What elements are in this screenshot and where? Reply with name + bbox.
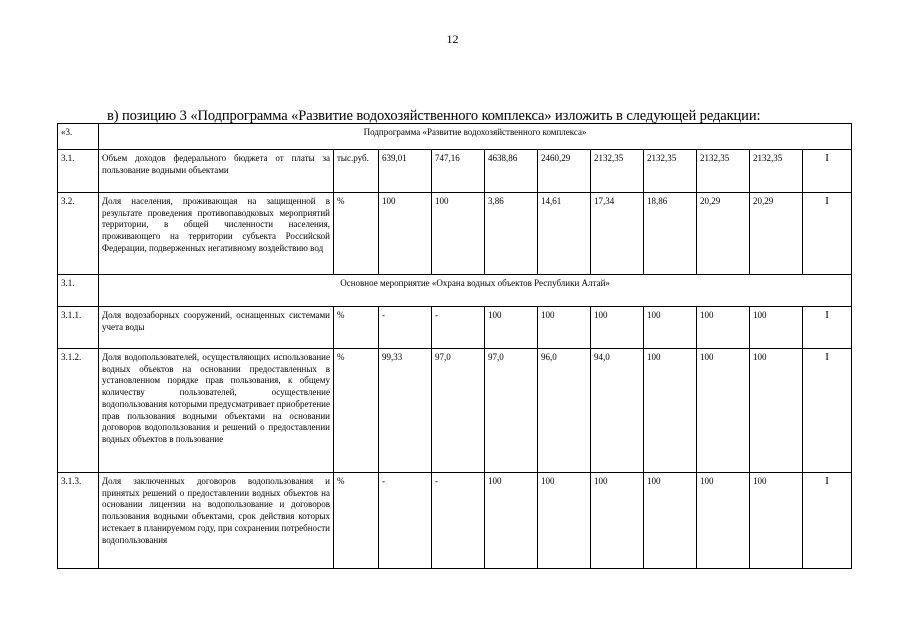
value-cell: 94,0 <box>591 349 644 473</box>
roman-numeral-cell: I <box>803 349 852 473</box>
value-cell: 96,0 <box>538 349 591 473</box>
unit-cell: % <box>334 307 379 349</box>
value-cell: 99,33 <box>379 349 432 473</box>
value-cell: 97,0 <box>485 349 538 473</box>
value-cell: 100 <box>538 473 591 569</box>
table-row <box>58 473 852 569</box>
unit-cell: % <box>334 193 379 275</box>
value-cell: 100 <box>750 307 803 349</box>
subprogram-row <box>58 124 852 150</box>
table-row <box>58 307 852 349</box>
indicator-table <box>57 123 852 569</box>
roman-numeral-cell: I <box>803 193 852 275</box>
value-cell: 100 <box>591 473 644 569</box>
indicator-description: Объем доходов федерального бюджета от платы за пользование водными объектами <box>99 150 334 193</box>
row-number: 3.1. <box>58 150 99 193</box>
unit-cell: % <box>334 349 379 473</box>
row-number: 3.1.2. <box>58 349 99 473</box>
row-number: 3.1.3. <box>58 473 99 569</box>
row-number: 3.1.1. <box>58 307 99 349</box>
value-cell: 100 <box>697 349 750 473</box>
indicator-description: Доля населения, проживающая на защищенной в результате проведения противопаводковых мероприятий территории, в общей численности населения, проживающего на территории субъекта Российской Федерации, подверженных негативному воздействию вод <box>99 193 334 275</box>
value-cell: - <box>432 307 485 349</box>
value-cell: 100 <box>750 349 803 473</box>
value-cell: - <box>432 473 485 569</box>
value-cell: 3,86 <box>485 193 538 275</box>
value-cell: 20,29 <box>750 193 803 275</box>
indicator-description: Доля водозаборных сооружений, оснащенных системами учета воды <box>99 307 334 349</box>
value-cell: 2132,35 <box>644 150 697 193</box>
row-number: 3.2. <box>58 193 99 275</box>
value-cell: 100 <box>432 193 485 275</box>
value-cell: 2460,29 <box>538 150 591 193</box>
value-cell: 747,16 <box>432 150 485 193</box>
table-row <box>58 349 852 473</box>
table-row <box>58 193 852 275</box>
value-cell: 639,01 <box>379 150 432 193</box>
table-row <box>58 150 852 193</box>
unit-cell: % <box>334 473 379 569</box>
value-cell: 18,86 <box>644 193 697 275</box>
subprogram-title: Подпрограмма «Развитие водохозяйственного комплекса» <box>99 124 852 150</box>
roman-numeral-cell: I <box>803 473 852 569</box>
value-cell: 2132,35 <box>591 150 644 193</box>
amendment-heading: в) позицию 3 «Подпрограмма «Развитие водохозяйственного комплекса» изложить в следующей редакции: <box>107 108 761 124</box>
value-cell: 2132,35 <box>697 150 750 193</box>
indicator-description: Доля заключенных договоров водопользования и принятых решений о предоставлении водных объектов на основании лицензии на водопользование и договоров пользования водными объектами, срок действия которых истекает в планируемом году, при сохранении потребности водопользования <box>99 473 334 569</box>
main-activity-row <box>58 275 852 307</box>
value-cell: 100 <box>644 473 697 569</box>
value-cell: 100 <box>485 473 538 569</box>
value-cell: 20,29 <box>697 193 750 275</box>
main-activity-title: Основное мероприятие «Охрана водных объектов Республики Алтай» <box>99 275 852 307</box>
value-cell: 100 <box>591 307 644 349</box>
unit-cell: тыс.руб. <box>334 150 379 193</box>
roman-numeral-cell: I <box>803 307 852 349</box>
value-cell: 100 <box>697 473 750 569</box>
value-cell: 100 <box>485 307 538 349</box>
row-number: 3.1. <box>58 275 99 307</box>
value-cell: - <box>379 307 432 349</box>
value-cell: 14,61 <box>538 193 591 275</box>
value-cell: 100 <box>697 307 750 349</box>
row-number: «3. <box>58 124 99 150</box>
value-cell: 100 <box>750 473 803 569</box>
value-cell: - <box>379 473 432 569</box>
value-cell: 17,34 <box>591 193 644 275</box>
value-cell: 100 <box>379 193 432 275</box>
value-cell: 100 <box>644 349 697 473</box>
value-cell: 4638,86 <box>485 150 538 193</box>
page-number: 12 <box>446 32 459 46</box>
indicator-description: Доля водопользователей, осуществляющих использование водных объектов на основании предоставленных в установленном порядке прав пользования, к общему количеству пользователей, осуществление водопользования которыми предусматривает приобретение прав пользования водными объектами на основании договоров водопользования и решений о предоставлении водных объектов в пользование <box>99 349 334 473</box>
value-cell: 100 <box>538 307 591 349</box>
value-cell: 100 <box>644 307 697 349</box>
value-cell: 2132,35 <box>750 150 803 193</box>
roman-numeral-cell: I <box>803 150 852 193</box>
value-cell: 97,0 <box>432 349 485 473</box>
